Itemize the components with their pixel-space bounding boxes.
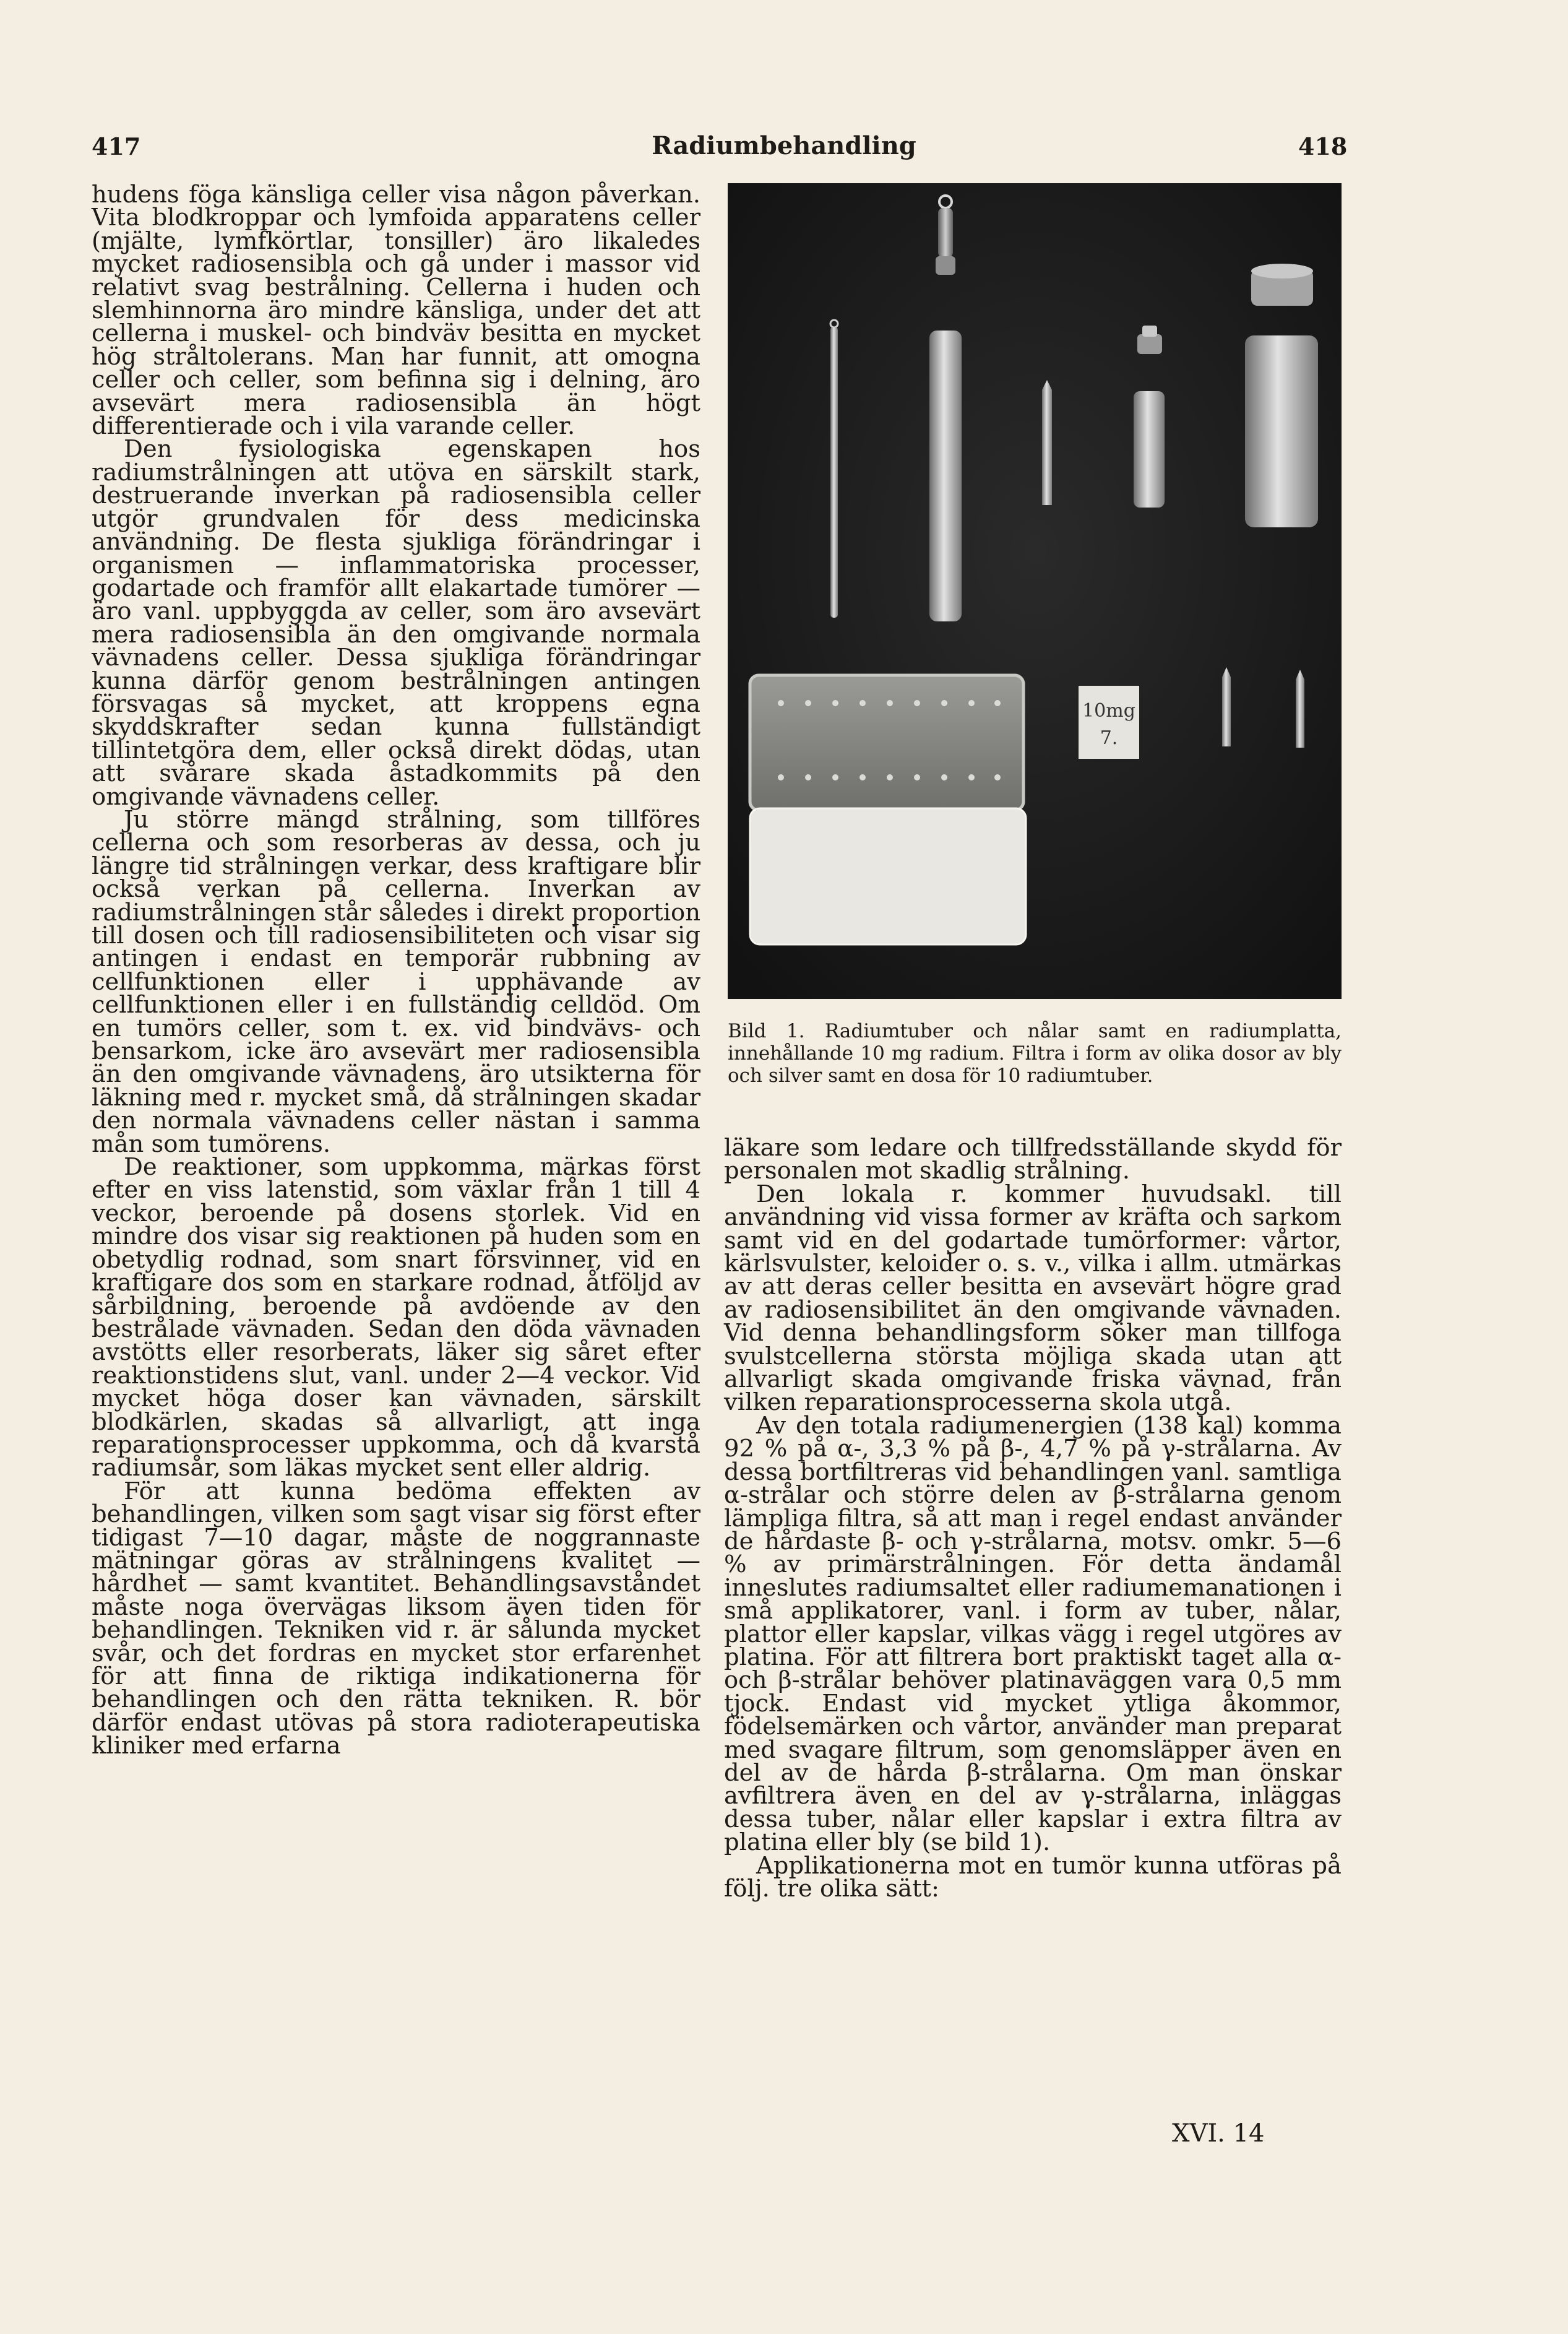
applicator-box-icon (750, 675, 1026, 944)
right-column (724, 1134, 1342, 1903)
paragraph: De reaktioner, som uppkomma, märkas först efter en viss latenstid, som växlar från 1 till 4 veckor, beroende på dosens storlek. Vid en mindre dos visar sig reaktionen på huden som en obetydlig rodnad, som snart försvinner, vid en kraftigare dos som en starkare rodnad, åtföljd av sårbildning, beroende på avdöende av den bestrålade vävnaden. Sedan den döda vävnaden avstötts eller resorberats, läker sig såret efter reaktionstidens slut, vanl. under 2—4 veckor. Vid mycket höga doser kan vävnaden, särskilt blodkärlen, skadas så allvarligt, att inga reparationsprocesser uppkomma, och då kvarstå radiumsår, som läkas mycket sent eller aldrig. (92, 1153, 700, 1482)
caption-text: Bild 1. Radiumtuber och nålar samt en radiumplatta, innehållande 10 mg radium. Filtra i form av olika dosor av bly och silver samt en dosa för 10 radiumtuber. (728, 1020, 1342, 1087)
figure-photo (728, 183, 1342, 999)
svg-text:10mg: 10mg (1082, 700, 1135, 722)
paragraph: Ju större mängd strålning, som tillföres cellerna och som resorberas av dessa, och ju längre tid strålningen verkar, dess kraftigare blir också verkan på cellerna. Inverkan av radiumstrålningen står således i direkt proportion till dosen och till radiosensibiliteten och visar sig antingen i endast en temporär rubbning av cellfunktionen eller i upphävande av cellfunktionen eller i en fullständig celldöd. Om en tumörs celler, som t. ex. vid bindvävs- och bensarkom, icke äro avsevärt mer radiosensibla än den omgivande vävnadens, äro utsikterna för läkning med r. mycket små, då strålningen skadar den normala vävnadens celler nästan i samma mån som tumörens. (92, 805, 700, 1158)
running-title: Radiumbehandling (652, 131, 916, 160)
needle-long-icon (830, 320, 838, 618)
paragraph: hudens föga känsliga celler visa någon påverkan. Vita blodkroppar och lymfoida apparatens celler (mjälte, lymfkörtlar, tonsiller) äro likaledes mycket radiosensibla och gå under i massor vid relativt svag bestrålning. Cellerna i huden och slemhinnorna äro mindre känsliga, under det att cellerna i muskel- och bindväv besitta en mycket hög stråltolerans. Man har funnit, att omogna celler och celler, som befinna sig i delning, äro avsevärt mera radiosensibla än högt differentierade och i vila varande celler. (92, 181, 700, 441)
left-column (92, 183, 700, 1758)
cylinder-filter-icon (1245, 264, 1318, 527)
figure-caption (728, 1020, 1342, 1087)
signature-mark: XVI. 14 (1172, 2119, 1265, 2148)
right-page-number: 418 (1298, 132, 1348, 160)
paragraph: Den lokala r. kommer huvudsakl. till användning vid vissa former av kräfta och sarkom samt vid en del godartade tumörformer: vårtor, kärlsvulster, keloider o. s. v., vilka i allm. utmärkas av att deras celler besitta en avsevärt högre grad av radiosensibilitet än den omgivande vävnaden. Vid denna behandlingsform söker man tillfoga svulstcellerna största möjliga skada utan att allvarligt skada omgivande friska vävnad, från vilken reparationsprocesserna skola utgå. (724, 1180, 1342, 1417)
paragraph: För att kunna bedöma effekten av behandlingen, vilken som sagt visar sig först efter tidigast 7—10 dagar, måste de noggrannaste mätningar göras av strålningens kvalitet — hårdhet — samt kvantitet. Behandlingsavståndet måste noga övervägas liksom även tiden för behandlingen. Tekniken vid r. är sålunda mycket svår, och det fordras en mycket stor erfarenhet för att finna de riktiga indikationerna för behandlingen och den rätta tekniken. R. bör därför endast utövas på stora radioterapeutiska kliniker med erfarna (92, 1477, 700, 1760)
radium-applicators-illustration (728, 183, 1342, 999)
paragraph: Den fysiologiska egenskapen hos radiumstrålningen att utöva en särskilt stark, destruerande inverkan på radiosensibla celler utgör grundvalen för dess medicinska användning. De flesta sjukliga förändringar i organismen — inflammatoriska processer, godartade och framför allt elakartade tumörer — äro vanl. uppbyggda av celler, som äro avsevärt mera radiosensibla än den omgivande normala vävnadens celler. Dessa sjukliga förändringar kunna därför genom bestrålningen antingen försvagas så mycket, att kroppens egna skyddskrafter sedan kunna fullständigt tillintetgöra dem, eller också direkt dödas, utan att svårare skada åstadkommits på den omgivande vävnadens celler. (92, 435, 700, 811)
paragraph: läkare som ledare och tillfredsställande skydd för personalen mot skadlig strålning. (724, 1134, 1342, 1185)
label-card-icon (1079, 686, 1139, 759)
paragraph: Av den totala radiumenergien (138 kal) komma 92 % på α-, 3,3 % på β-, 4,7 % på γ-strålarna. Av dessa bortfiltreras vid behandlingen vanl. samtliga α-strålar och större delen av β-strålarna genom lämpliga filtra, så att man i regel endast använder de hårdaste β- och γ-strålarna, motsv. omkr. 5—6 % av primärstrålningen. För detta ändamål inneslutes radiumsaltet eller radiumemanationen i små applikatorer, vanl. i form av tuber, nålar, plattor eller kapslar, vilkas vägg i regel utgöres av platina. För att filtrera bort praktiskt taget alla α- och β-strålar behöver platinaväggen vara 0,5 mm tjock. Endast vid mycket ytliga åkommor, födelsemärken och vårtor, använder man preparat med svagare filtrum, som genomsläpper även en del av de hårda β-strålarna. Om man önskar avfiltrera även en del av γ-strålarna, inläggas dessa tuber, nålar eller kapslar i extra filtra av platina eller bly (se bild 1). (724, 1411, 1342, 1857)
needle-small-icon (1042, 380, 1052, 505)
svg-text:7.: 7. (1100, 727, 1118, 749)
left-page-number: 417 (92, 132, 141, 160)
paragraph: Applikationerna mot en tumör kunna utföras på följ. tre olika sätt: (724, 1851, 1342, 1903)
